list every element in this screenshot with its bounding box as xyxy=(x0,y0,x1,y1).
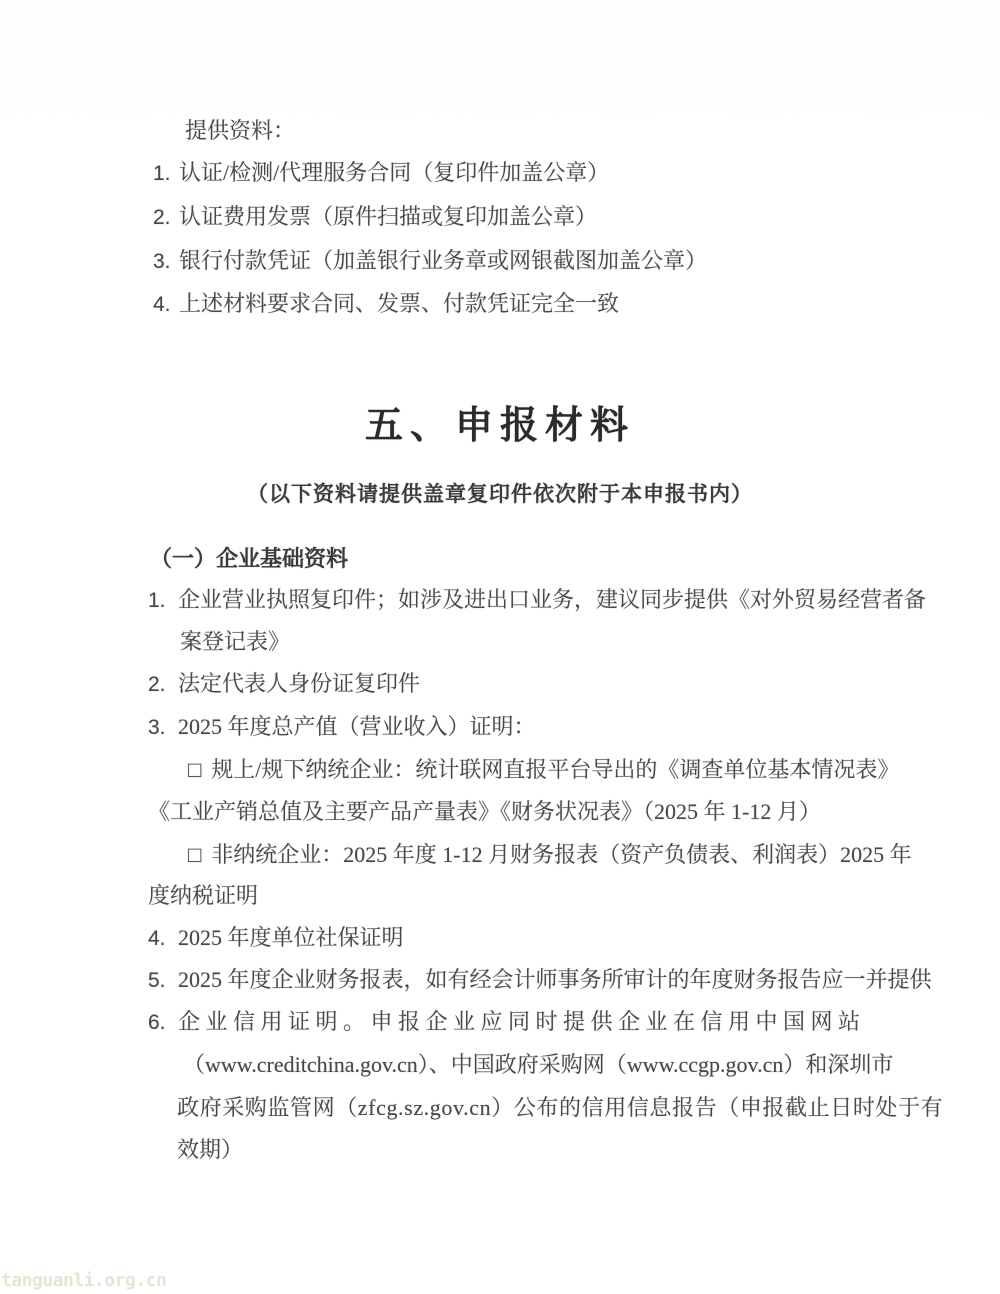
line-text: 规上/规下纳统企业：统计联网直报平台导出的《调查单位基本情况表》 xyxy=(211,757,900,782)
doc-line-14 xyxy=(177,1137,243,1163)
intro-item-4 xyxy=(153,291,619,318)
doc-line-7 xyxy=(188,842,912,868)
intro-heading: 提供资料： xyxy=(185,118,296,143)
doc-line-12 xyxy=(183,1052,893,1078)
line-text: 度纳税证明 xyxy=(148,883,259,908)
intro-item-3 xyxy=(153,248,707,275)
list-number: 3. xyxy=(153,250,171,273)
doc-line-5 xyxy=(188,757,899,783)
doc-line-1 xyxy=(148,587,926,614)
doc-line-10 xyxy=(148,967,932,994)
line-text: 2025 年度总产值（营业收入）证明： xyxy=(178,714,536,739)
list-number: 2. xyxy=(153,206,171,229)
doc-line-8 xyxy=(148,883,258,909)
checkbox-icon: □ xyxy=(188,757,202,782)
doc-line-13 xyxy=(177,1095,943,1121)
doc-line-11 xyxy=(148,1009,866,1036)
line-text: 政府采购监管网（zfcg.sz.gov.cn）公布的信用信息报告（申报截止日时处于有 xyxy=(177,1095,944,1120)
list-number: 3. xyxy=(148,716,166,739)
doc-line-4 xyxy=(148,714,536,741)
doc-line-9 xyxy=(148,925,404,952)
line-text: 法定代表人身份证复印件 xyxy=(178,671,421,696)
line-text: 《工业产销总值及主要产品产量表》《财务状况表》（2025 年 1-12 月） xyxy=(148,799,821,824)
line-text: 企业信用证明。申报企业应同时提供企业在信用中国网站 xyxy=(178,1009,866,1034)
watermark: tanguanli.org.cn xyxy=(1,1270,167,1291)
doc-line-6 xyxy=(148,799,821,825)
line-text: 非纳统企业：2025 年度 1-12 月财务报表（资产负债表、利润表）2025 年 xyxy=(211,842,912,867)
list-number: 6. xyxy=(148,1011,166,1034)
section-title: 五、申报材料 xyxy=(364,405,635,447)
scan-noise xyxy=(0,0,1000,115)
checkbox-icon: □ xyxy=(188,842,202,867)
line-text: 2025 年度单位社保证明 xyxy=(178,925,404,950)
list-text: 认证/检测/代理服务合同（复印件加盖公章） xyxy=(179,160,610,185)
intro-item-1 xyxy=(153,160,609,187)
list-number: 2. xyxy=(148,673,166,696)
list-text: 上述材料要求合同、发票、付款凭证完全一致 xyxy=(179,291,620,316)
doc-line-2 xyxy=(180,629,290,655)
section-subtitle: （以下资料请提供盖章复印件依次附于本申报书内） xyxy=(247,482,753,506)
list-text: 银行付款凭证（加盖银行业务章或网银截图加盖公章） xyxy=(179,248,708,273)
doc-line-3 xyxy=(148,671,420,698)
line-text: 2025 年度企业财务报表，如有经会计师事务所审计的年度财务报告应一并提供 xyxy=(178,967,932,992)
list-number: 5. xyxy=(148,969,166,992)
list-text: 认证费用发票（原件扫描或复印加盖公章） xyxy=(179,204,598,229)
line-text: 案登记表》 xyxy=(180,629,291,654)
list-number: 1. xyxy=(153,162,171,185)
subsection-heading: （一）企业基础资料 xyxy=(150,546,349,571)
list-number: 4. xyxy=(153,293,171,316)
line-text: 效期） xyxy=(177,1137,244,1162)
line-text: 企业营业执照复印件；如涉及进出口业务，建议同步提供《对外贸易经营者备 xyxy=(178,587,927,612)
intro-item-2 xyxy=(153,204,597,231)
line-text: （www.creditchina.gov.cn）、中国政府采购网（www.ccgp.gov.cn）和深圳市 xyxy=(183,1052,894,1077)
list-number: 4. xyxy=(148,927,166,950)
list-number: 1. xyxy=(148,589,166,612)
